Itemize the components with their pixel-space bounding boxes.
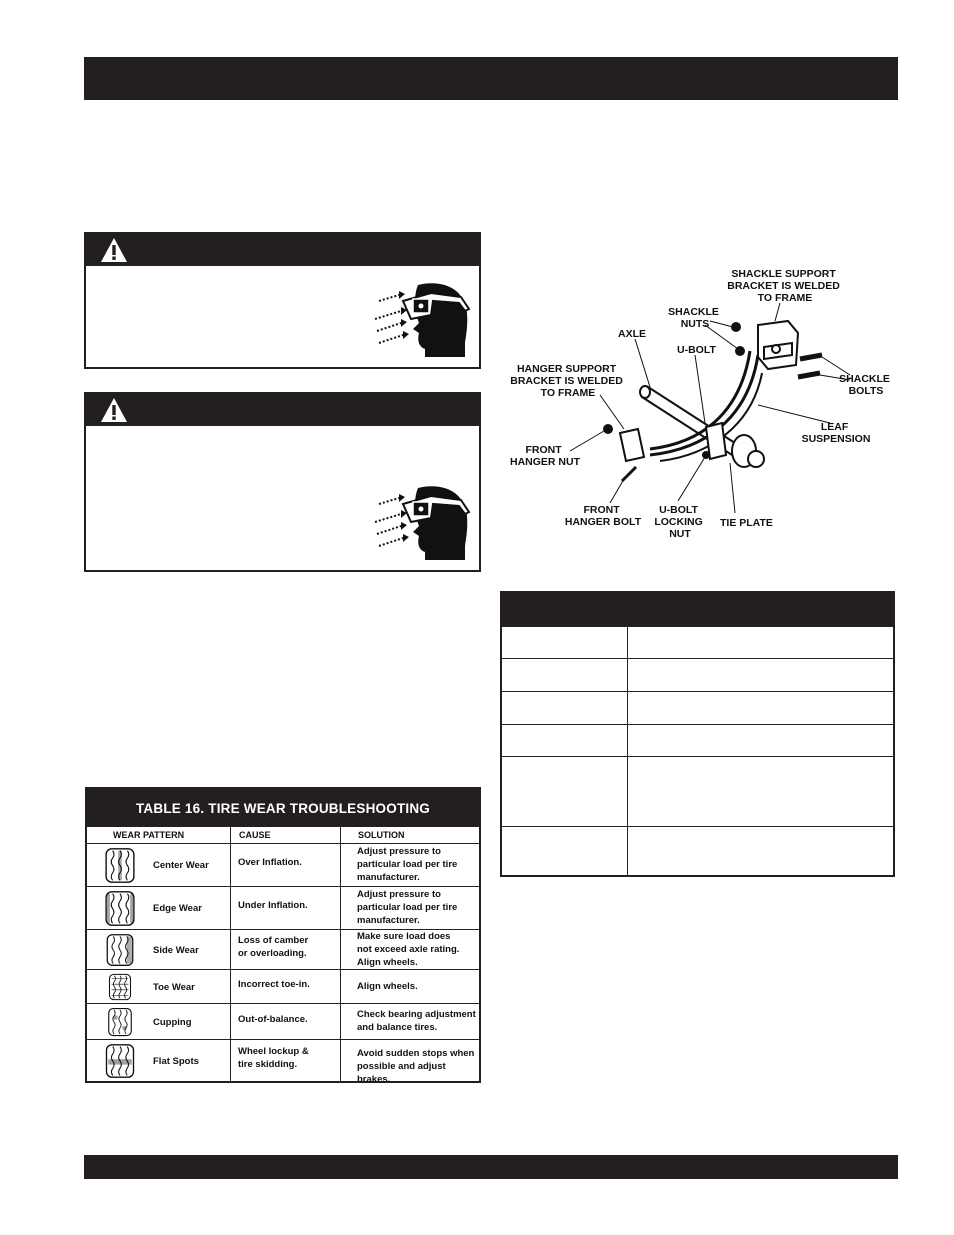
table-row — [87, 1039, 479, 1085]
warning-header — [86, 234, 479, 266]
wear-pattern-label: Toe Wear — [153, 981, 195, 993]
table-title: TABLE 16. TIRE WEAR TROUBLESHOOTING — [87, 789, 479, 827]
table-row — [87, 886, 479, 930]
label-shackle-bolts: SHACKLE BOLTS — [839, 373, 890, 397]
label-front-hanger-bolt: FRONT HANGER BOLT — [564, 504, 642, 528]
spec-row — [502, 691, 893, 725]
solution-text: Make sure load does not exceed axle rating. Align wheels. — [357, 930, 460, 968]
warning-box-2 — [84, 392, 481, 572]
diagram-labels — [510, 268, 893, 540]
tire-tread-icon — [102, 1007, 138, 1037]
specification-table — [500, 591, 895, 877]
cause-text: Wheel lockup & tire skidding. — [238, 1046, 309, 1070]
spec-row — [502, 626, 893, 659]
spec-table-header — [502, 593, 893, 626]
label-axle: AXLE — [618, 328, 647, 340]
tire-wear-table — [85, 787, 481, 1083]
column-header-cause: CAUSE — [239, 830, 271, 840]
leader-lines — [570, 303, 850, 513]
warning-box-1 — [84, 232, 481, 369]
cause-text: Loss of camber or overloading. — [238, 935, 309, 959]
spec-row — [502, 658, 893, 692]
spec-row — [502, 724, 893, 757]
wear-pattern-label: Cupping — [153, 1016, 192, 1028]
label-tie-plate: TIE PLATE — [720, 517, 773, 529]
label-leaf-suspension: LEAF SUSPENSION — [801, 421, 871, 445]
cause-text: Under Inflation. — [238, 900, 308, 911]
cause-text: Out-of-balance. — [238, 1013, 308, 1025]
footer-bar — [84, 1155, 898, 1179]
cause-text: Incorrect toe-in. — [238, 978, 310, 990]
tire-tread-icon — [102, 973, 138, 1001]
label-u-bolt-locking-nut: U-BOLT LOCKING NUT — [654, 504, 703, 540]
wear-pattern-label: Edge Wear — [153, 903, 202, 914]
solution-text: Adjust pressure to particular load per tire manufacturer. — [357, 889, 458, 926]
cause-text: Over Inflation. — [238, 857, 302, 868]
table-row — [87, 929, 479, 970]
solution-text: Adjust pressure to particular load per tire manufacturer. — [357, 846, 458, 883]
safety-goggles-icon — [373, 482, 473, 562]
label-shackle-support: SHACKLE SUPPORT BRACKET IS WELDED TO FRAME — [727, 268, 840, 304]
warning-header — [86, 394, 479, 426]
table-row — [87, 969, 479, 1004]
label-front-hanger-nut: FRONT HANGER NUT — [510, 444, 580, 468]
label-hanger-support: HANGER SUPPORT BRACKET IS WELDED TO FRAME — [510, 363, 623, 399]
tire-tread-icon — [102, 933, 138, 967]
label-shackle-nuts: SHACKLE NUTS — [668, 306, 719, 330]
wear-pattern-label: Side Wear — [153, 944, 199, 956]
tire-tread-icon — [102, 847, 138, 884]
wear-pattern-label: Center Wear — [153, 860, 209, 871]
tire-tread-icon — [102, 1043, 138, 1079]
solution-text: Avoid sudden stops when possible and adjust brakes. — [357, 1048, 475, 1085]
header-bar — [84, 57, 898, 100]
wear-pattern-label: Flat Spots — [153, 1055, 199, 1067]
label-u-bolt: U-BOLT — [677, 344, 716, 356]
safety-goggles-icon — [373, 279, 473, 359]
leaf-suspension-diagram — [500, 255, 900, 555]
tire-tread-icon — [102, 890, 138, 927]
spec-row — [502, 826, 893, 876]
spec-row — [502, 756, 893, 827]
solution-text: Check bearing adjustment and balance tires. — [357, 1009, 476, 1033]
table-row — [87, 1003, 479, 1040]
warning-icon — [100, 237, 128, 263]
column-header-solution: SOLUTION — [358, 830, 405, 840]
column-header-wear-pattern: WEAR PATTERN — [113, 830, 185, 840]
warning-icon — [100, 397, 128, 423]
solution-text: Align wheels. — [357, 980, 418, 992]
table-row — [87, 843, 479, 887]
